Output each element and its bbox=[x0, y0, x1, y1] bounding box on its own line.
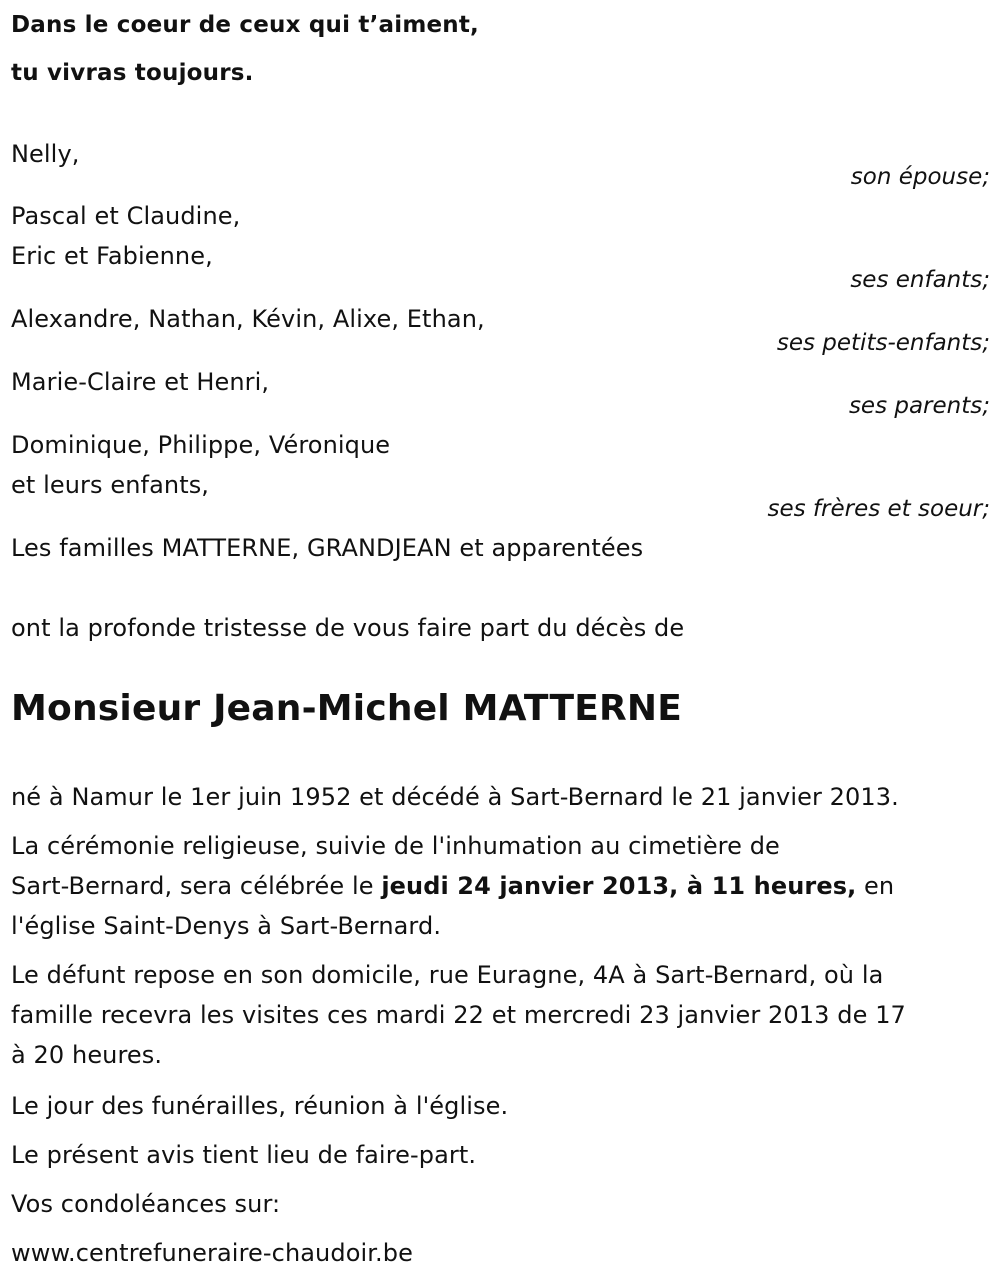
family-relation: son épouse; bbox=[850, 164, 990, 190]
ceremony-line-3: l'église Saint-Denys à Sart-Bernard. bbox=[11, 912, 442, 940]
visits-line-1: Le défunt repose en son domicile, rue Euragne, 4A à Sart-Bernard, où la bbox=[11, 961, 884, 989]
visits-line-2: famille recevra les visites ces mardi 22 et mercredi 23 janvier 2013 de 17 bbox=[11, 1001, 906, 1029]
birth-death-text: né à Namur le 1er juin 1952 et décédé à Sart-Bernard le 21 janvier 2013. bbox=[11, 783, 899, 811]
family-name-line: Marie-Claire et Henri, bbox=[11, 368, 270, 396]
family-name-line: Alexandre, Nathan, Kévin, Alixe, Ethan, bbox=[11, 305, 485, 333]
family-relation: ses parents; bbox=[848, 393, 990, 419]
ceremony-line-1: La cérémonie religieuse, suivie de l'inhumation au cimetière de bbox=[11, 832, 780, 860]
family-relation: ses petits-enfants; bbox=[776, 330, 990, 356]
family-name-line: Pascal et Claudine, bbox=[11, 202, 241, 230]
funeral-day-text: Le jour des funérailles, réunion à l'église. bbox=[11, 1092, 509, 1120]
ceremony-date-time: jeudi 24 janvier 2013, à 11 heures, bbox=[381, 872, 857, 900]
family-name-line: Dominique, Philippe, Véronique bbox=[11, 431, 391, 459]
notice-text: Le présent avis tient lieu de faire-part. bbox=[11, 1141, 477, 1169]
epigraph-line-2: tu vivras toujours. bbox=[11, 60, 254, 86]
condolences-label: Vos condoléances sur: bbox=[11, 1190, 281, 1218]
families-line: Les familles MATTERNE, GRANDJEAN et apparentées bbox=[11, 534, 644, 562]
family-name-line: Nelly, bbox=[11, 140, 80, 168]
deceased-name: Monsieur Jean-Michel MATTERNE bbox=[11, 688, 683, 729]
family-relation: ses enfants; bbox=[850, 267, 990, 293]
family-name-line: et leurs enfants, bbox=[11, 471, 210, 499]
visits-line-3: à 20 heures. bbox=[11, 1041, 163, 1069]
ceremony-text: en bbox=[856, 872, 895, 900]
ceremony-text: Sart-Bernard, sera célébrée le bbox=[11, 872, 382, 900]
epigraph-line-1: Dans le coeur de ceux qui t’aiment, bbox=[11, 12, 479, 38]
family-name-line: Eric et Fabienne, bbox=[11, 242, 213, 270]
website-link[interactable]: www.centrefuneraire-chaudoir.be bbox=[11, 1239, 413, 1267]
family-relation: ses frères et soeur; bbox=[767, 496, 990, 522]
announcement-text: ont la profonde tristesse de vous faire part du décès de bbox=[11, 614, 685, 642]
ceremony-line-2 bbox=[11, 872, 894, 900]
